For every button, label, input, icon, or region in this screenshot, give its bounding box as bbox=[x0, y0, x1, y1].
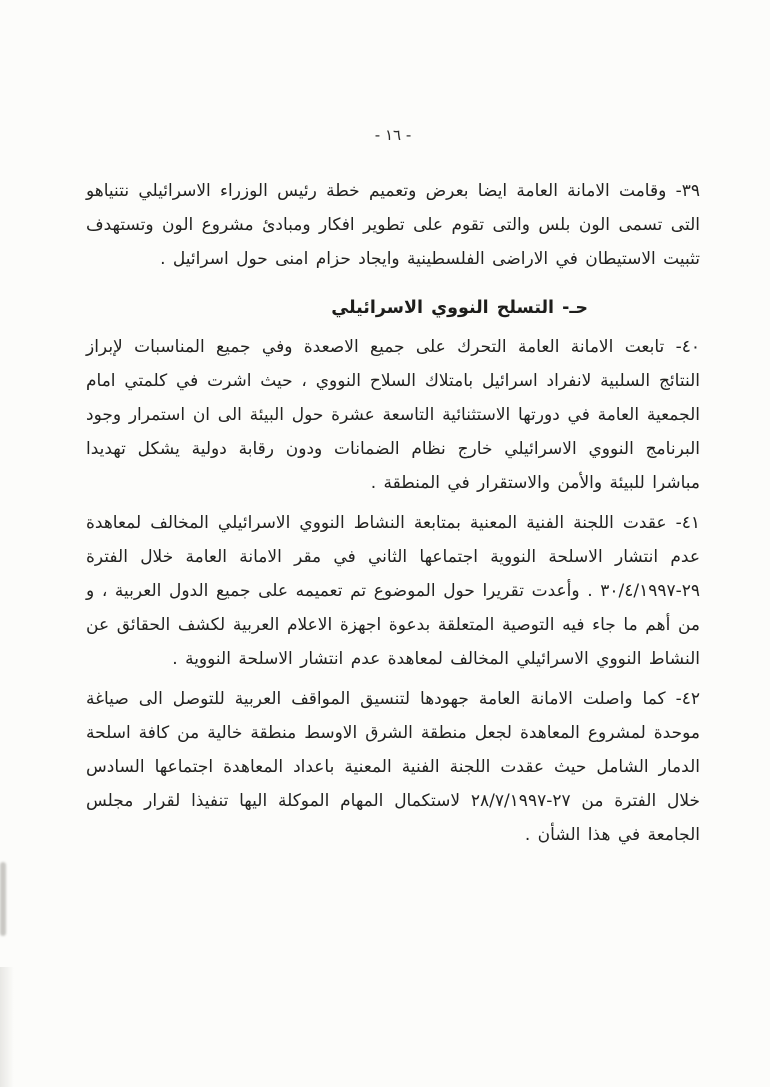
scan-artifact bbox=[0, 862, 6, 936]
section-heading-israeli-nuclear-armament: حـ- التسلح النووي الاسرائيلي bbox=[331, 298, 588, 318]
paragraph-41: ٤١- عقدت اللجنة الفنية المعنية بمتابعة النشاط النووي الاسرائيلي المخالف لمعاهدة عدم انتشار الاسلحة النووية اجتماعها الثاني في مقر الامانة العامة خلال الفترة ٢٩-٣٠/٤/١٩٩٧ . وأعدت تقريرا حول الموضوع تم تعميمه على جميع الدول العربية ، و من أهم ما جاء فيه التوصية المتعلقة بدعوة اجهزة الاعلام العربية لكشف الحقائق عن النشاط النووي الاسرائيلي المخالف لمعاهدة عدم انتشار الاسلحة النووية . bbox=[86, 513, 700, 669]
paragraph-42: ٤٢- كما واصلت الامانة العامة جهودها لتنسيق المواقف العربية للتوصل الى صياغة موحدة لمشروع المعاهدة لجعل منطقة الشرق الاوسط منطقة خالية من كافة اسلحة الدمار الشامل حيث عقدت اللجنة الفنية المعنية باعداد المعاهدة اجتماعها السادس خلال الفترة من ٢٧-٢٨/٧/١٩٩٧ لاستكمال المهام الموكلة اليها تنفيذا لقرار مجلس الجامعة في هذا الشأن . bbox=[86, 689, 700, 845]
scan-edge-shadow bbox=[0, 967, 14, 1087]
paragraph-39: ٣٩- وقامت الامانة العامة ايضا بعرض وتعميم خطة رئيس الوزراء الاسرائيلي نتنياهو التى تسمى الون بلس والتى تقوم على تطوير افكار ومبادئ مشروع الون وتستهدف تثبيت الاستيطان في الاراضى الفلسطينية وايجاد حزام امنى حول اسرائيل . bbox=[86, 181, 700, 269]
page-number: - ١٦ - bbox=[374, 126, 412, 144]
paragraph-40: ٤٠- تابعت الامانة العامة التحرك على جميع الاصعدة وفي جميع المناسبات لإبراز النتائج السلبية لانفراد اسرائيل بامتلاك السلاح النووي ، حيث اشرت في كلمتي امام الجمعية العامة في دورتها الاستثنائية التاسعة عشرة حول البيئة الى ان استمرار وجود البرنامج النووي الاسرائيلي خارج نظام الضمانات ودون رقابة دولية يشكل تهديدا مباشرا للبيئة والأمن والاستقرار في المنطقة . bbox=[86, 337, 700, 493]
